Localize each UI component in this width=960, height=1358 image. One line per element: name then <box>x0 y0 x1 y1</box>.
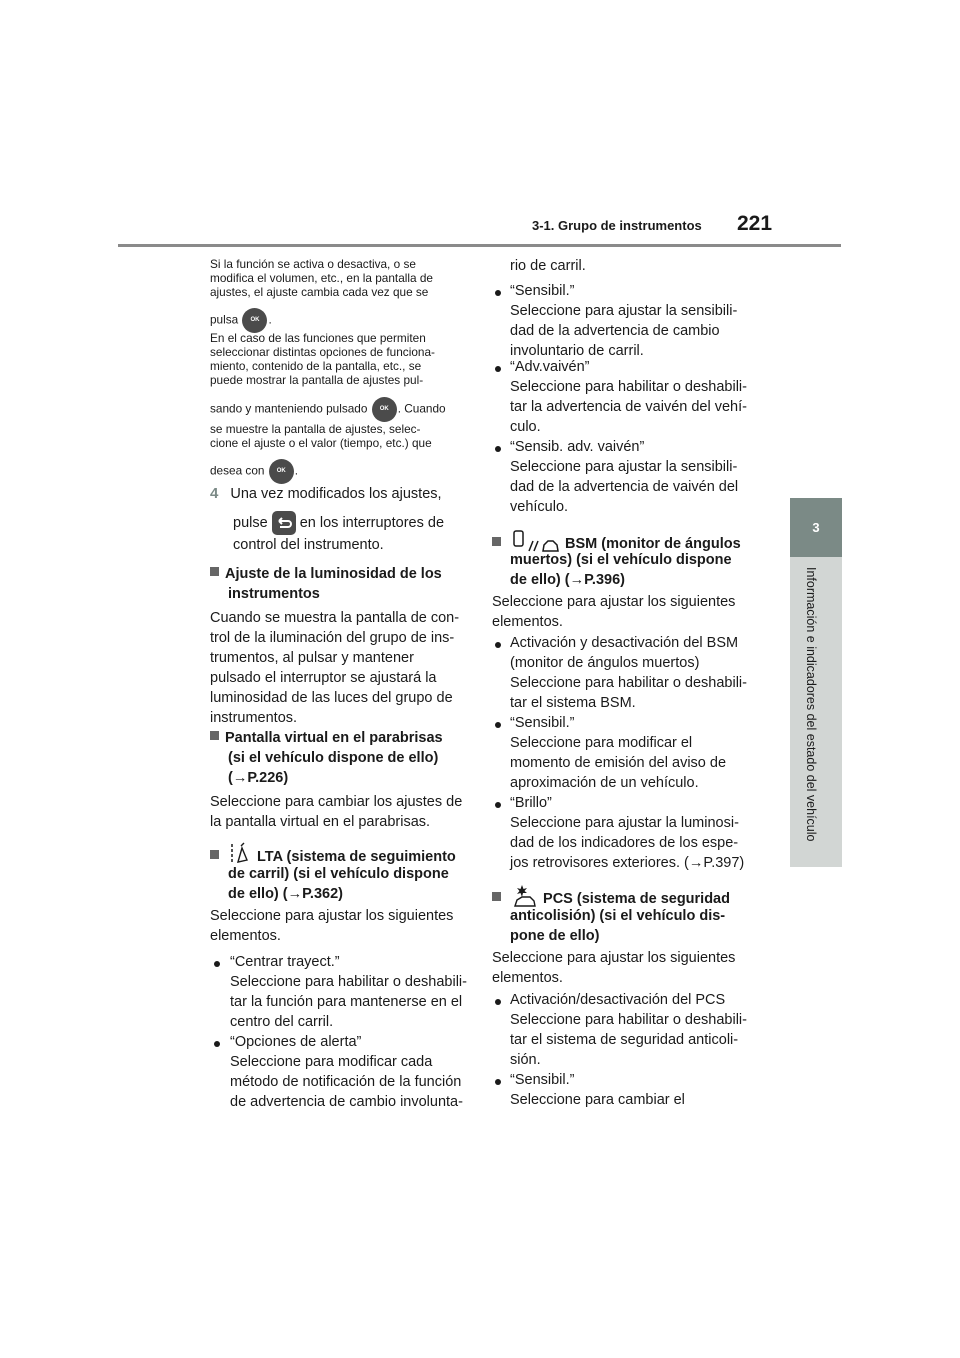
bullet-line: tar la función para mantenerse en el <box>230 994 463 1010</box>
header-rule <box>118 244 841 247</box>
heading-pcs-line2: anticolisión) (si el vehículo dis- <box>510 908 726 924</box>
para-line: luminosidad de las luces del grupo de <box>210 690 453 706</box>
bullet-line: “Sensibil.” <box>510 715 575 731</box>
bullet-line: Seleccione para ajustar la sensibili- <box>510 303 738 319</box>
note-text: sando y manteniendo pulsado <box>210 401 368 416</box>
para-line: la pantalla virtual en el parabrisas. <box>210 814 431 830</box>
note-line: En el caso de las funciones que permiten <box>210 331 426 345</box>
bullet-dot <box>495 1079 501 1085</box>
note-line: miento, contenido de la pantalla, etc., se <box>210 359 422 373</box>
step-text: Una vez modificados los ajustes, <box>230 486 442 502</box>
heading-text: BSM (monitor de ángulos <box>565 536 741 552</box>
note-line: puede mostrar la pantalla de ajustes pul- <box>210 373 424 387</box>
bullet-line: “Sensibil.” <box>510 1072 575 1088</box>
bullet-line: culo. <box>510 419 541 435</box>
note-line: ajustes, el ajuste cambia cada vez que se <box>210 285 429 299</box>
section-title: 3-1. Grupo de instrumentos <box>532 218 702 233</box>
bullet-line: “Opciones de alerta” <box>230 1034 362 1050</box>
note-line: cione el ajuste o el valor (tiempo, etc.) que <box>210 436 432 450</box>
bullet-line: centro del carril. <box>230 1014 334 1030</box>
bullet-line: dad de la advertencia de cambio <box>510 323 720 339</box>
bullet-line: tar la advertencia de vaivén del vehí- <box>510 399 747 415</box>
bullet-line: método de notificación de la función <box>230 1074 462 1090</box>
bullet-dot <box>214 1041 220 1047</box>
pcs-icon <box>511 884 537 908</box>
bullet-line: aproximación de un vehículo. <box>510 775 699 791</box>
bullet-dot <box>495 999 501 1005</box>
para-line: rio de carril. <box>510 258 586 274</box>
bullet-line: involuntario de carril. <box>510 343 644 359</box>
note-text: . Cuando <box>397 401 446 416</box>
page-number: 221 <box>737 212 773 235</box>
ok-button-icon: OK <box>242 308 267 333</box>
bullet-line: momento de emisión del aviso de <box>510 755 727 771</box>
square-bullet-icon <box>210 567 219 576</box>
note-line <box>210 397 446 422</box>
bullet-line: dad de los indicadores de los espe- <box>510 835 739 851</box>
bullet-line: vehículo. <box>510 499 569 515</box>
chapter-tab <box>790 498 842 557</box>
bullet-line: jos retrovisores exteriores. (→P.397) <box>510 855 745 871</box>
para-line: Seleccione para ajustar los siguientes <box>492 594 736 610</box>
step-text-line: control del instrumento. <box>233 537 384 553</box>
bullet-dot <box>495 642 501 648</box>
note-line <box>210 308 272 333</box>
heading-lta-line3: de ello) (→P.362) <box>228 886 343 902</box>
back-button-icon <box>272 511 296 535</box>
bullet-line: de advertencia de cambio involunta- <box>230 1094 463 1110</box>
bullet-line: (monitor de ángulos muertos) <box>510 655 700 671</box>
step-text-line <box>233 511 444 535</box>
bullet-line: Seleccione para ajustar la luminosi- <box>510 815 739 831</box>
bullet-line: “Centrar trayect.” <box>230 954 340 970</box>
heading-bsm-line3: de ello) (→P.396) <box>510 572 625 588</box>
bullet-line: Seleccione para habilitar o deshabili- <box>510 1012 747 1028</box>
note-line <box>210 459 298 484</box>
heading-luminosity-line2: instrumentos <box>228 586 320 602</box>
heading-hud-line3: (→P.226) <box>228 770 289 786</box>
para-line: Seleccione para ajustar los siguientes <box>492 950 736 966</box>
lta-icon <box>229 842 251 866</box>
bullet-line: tar el sistema de seguridad anticoli- <box>510 1032 739 1048</box>
bullet-dot <box>495 290 501 296</box>
chapter-number: 3 <box>812 520 820 535</box>
note-text: pulsa <box>210 312 239 327</box>
para-line: elementos. <box>492 970 563 986</box>
note-text: . <box>268 312 272 327</box>
bullet-line: Seleccione para habilitar o deshabili- <box>510 379 747 395</box>
bullet-line: tar el sistema BSM. <box>510 695 636 711</box>
step-4 <box>210 484 442 504</box>
bullet-dot <box>495 722 501 728</box>
heading-text: LTA (sistema de seguimiento <box>257 849 456 865</box>
note-text: . <box>294 463 299 478</box>
bullet-line: Seleccione para habilitar o deshabili- <box>230 974 467 990</box>
square-bullet-icon <box>210 850 219 859</box>
heading-lta-line2: de carril) (si el vehículo dispone <box>228 866 449 882</box>
heading-luminosity <box>210 564 442 584</box>
bullet-line: Seleccione para cambiar el <box>510 1092 685 1108</box>
note-line: modifica el volumen, etc., en la pantalla de <box>210 271 433 285</box>
para-line: Cuando se muestra la pantalla de con- <box>210 610 460 626</box>
bullet-line: “Sensibil.” <box>510 283 575 299</box>
heading-pcs-line3: pone de ello) <box>510 928 600 944</box>
bullet-line: “Brillo” <box>510 795 552 811</box>
bullet-line: Seleccione para modificar el <box>510 735 693 751</box>
bullet-line: Seleccione para modificar cada <box>230 1054 433 1070</box>
heading-bsm-line2: muertos) (si el vehículo dispone <box>510 552 732 568</box>
bullet-line: dad de la advertencia de vaivén del <box>510 479 739 495</box>
bullet-line: Activación y desactivación del BSM <box>510 635 739 651</box>
heading-text: Ajuste de la luminosidad de los <box>225 566 442 582</box>
chapter-label: Información e indicadores del estado del vehículo <box>804 567 818 842</box>
para-line: pulsado el interruptor se ajustará la <box>210 670 437 686</box>
heading-text: PCS (sistema de seguridad <box>543 891 730 907</box>
note-line: Si la función se activa o desactiva, o se <box>210 257 416 271</box>
bullet-dot <box>214 961 220 967</box>
note-text: desea con <box>210 463 265 478</box>
heading-text: Pantalla virtual en el parabrisas <box>225 730 443 746</box>
para-line: trumentos, al pulsar y mantener <box>210 650 414 666</box>
step-text: pulse <box>233 514 268 531</box>
para-line: Seleccione para ajustar los siguientes <box>210 908 454 924</box>
bullet-dot <box>495 366 501 372</box>
heading-hud <box>210 728 443 748</box>
note-line: se muestre la pantalla de ajustes, selec- <box>210 422 421 436</box>
bullet-line: Activación/desactivación del PCS <box>510 992 726 1008</box>
para-line: Seleccione para cambiar los ajustes de <box>210 794 463 810</box>
step-number: 4 <box>210 485 219 502</box>
para-line: elementos. <box>210 928 281 944</box>
bullet-line: sión. <box>510 1052 541 1068</box>
bullet-line: “Sensib. adv. vaivén” <box>510 439 645 455</box>
ok-button-icon: OK <box>269 459 294 484</box>
para-line: instrumentos. <box>210 710 298 726</box>
square-bullet-icon <box>492 537 501 546</box>
bullet-line: Seleccione para ajustar la sensibili- <box>510 459 738 475</box>
bullet-line: “Adv.vaivén” <box>510 359 590 375</box>
note-line: seleccionar distintas opciones de funciona- <box>210 345 435 359</box>
bullet-dot <box>495 802 501 808</box>
para-line: trol de la iluminación del grupo de ins- <box>210 630 455 646</box>
step-text: en los interruptores de <box>299 514 445 531</box>
square-bullet-icon <box>210 731 219 740</box>
para-line: elementos. <box>492 614 563 630</box>
heading-hud-line2: (si el vehículo dispone de ello) <box>228 750 439 766</box>
ok-button-icon: OK <box>372 397 397 422</box>
square-bullet-icon <box>492 892 501 901</box>
bullet-dot <box>495 446 501 452</box>
bullet-line: Seleccione para habilitar o deshabili- <box>510 675 747 691</box>
